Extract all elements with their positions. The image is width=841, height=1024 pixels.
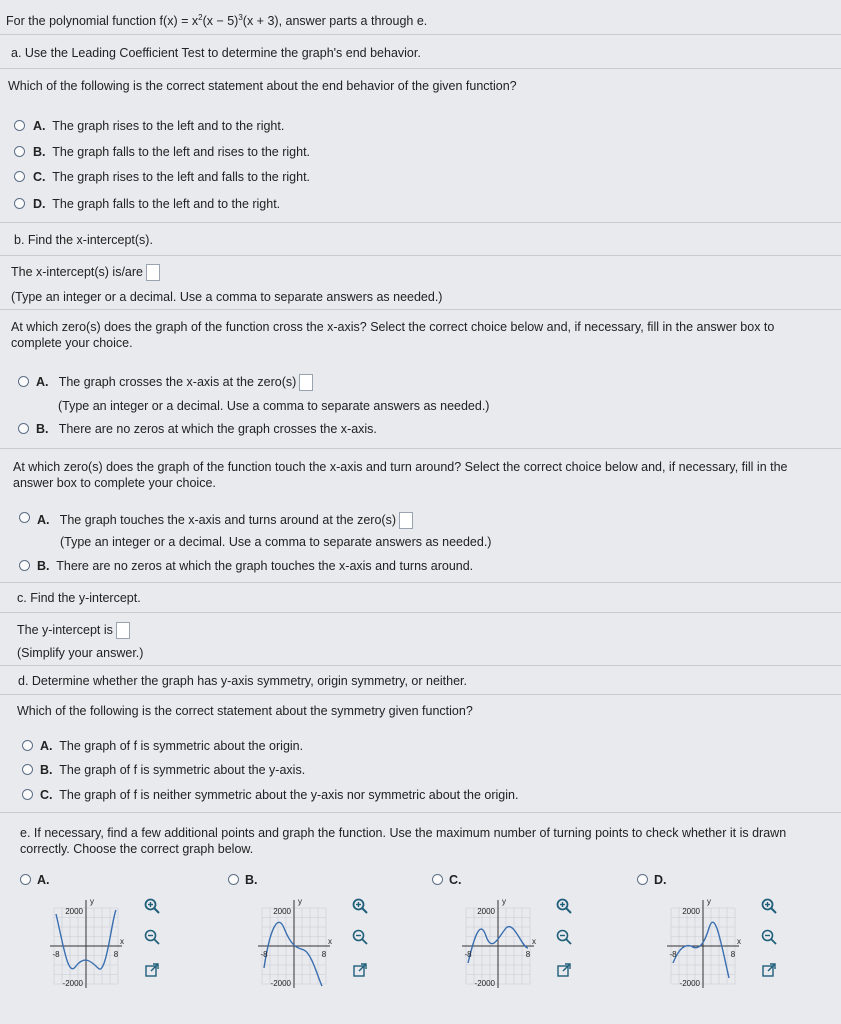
option-text: The graph rises to the left and falls to the right. <box>52 170 311 184</box>
y-intercept-label: The y-intercept is <box>17 623 113 637</box>
x-intercepts-label: The x-intercept(s) is/are <box>11 265 143 279</box>
part-b-instruction: b. Find the x-intercept(s). <box>14 233 153 247</box>
x-left-label: -8 <box>260 950 268 959</box>
divider <box>0 812 841 813</box>
graph-thumbnail[interactable] <box>244 894 340 990</box>
cross-question: At which zero(s) does the graph of the function cross the x-axis? Select the correct choice below and, if necessary, fill in the answer box to complete your choice. <box>11 320 775 350</box>
zoom-in-icon[interactable] <box>761 898 777 914</box>
part-c-instruction: c. Find the y-intercept. <box>17 591 141 605</box>
graph-thumbnail[interactable] <box>653 894 749 990</box>
option-text: There are no zeros at which the graph touches the x-axis and turns around. <box>56 559 474 573</box>
y-bottom-label: -2000 <box>679 979 700 988</box>
divider <box>0 255 841 256</box>
option-letter: B. <box>37 559 50 573</box>
part-a-instruction: a. Use the Leading Coefficient Test to determine the graph's end behavior. <box>11 46 421 60</box>
divider <box>0 612 841 613</box>
radio-button[interactable] <box>20 874 31 885</box>
part-a-question: Which of the following is the correct statement about the end behavior of the given function? <box>8 79 517 93</box>
option-letter: B. <box>245 873 258 887</box>
x-axis-label: x <box>120 937 124 946</box>
x-right-label: 8 <box>525 950 531 959</box>
y-axis-label: y <box>707 897 711 906</box>
option-text: The graph of f is symmetric about the origin. <box>59 739 304 753</box>
option-text: The graph rises to the left and to the right. <box>52 119 285 133</box>
option-text: The graph falls to the left and rises to the right. <box>52 145 311 159</box>
y-axis-label: y <box>298 897 302 906</box>
zoom-in-icon[interactable] <box>144 898 160 914</box>
zoom-out-icon[interactable] <box>144 929 160 945</box>
option-letter: C. <box>33 170 46 184</box>
function-curve <box>264 922 322 986</box>
radio-button[interactable] <box>19 560 30 571</box>
x-intercepts-input[interactable] <box>146 264 160 281</box>
y-bottom-label: -2000 <box>270 979 291 988</box>
y-axis-label: y <box>502 897 506 906</box>
graph-thumbnail[interactable] <box>36 894 132 990</box>
graph-thumbnail[interactable] <box>448 894 544 990</box>
open-in-new-window-icon[interactable] <box>144 962 160 978</box>
exponent-2: 2 <box>198 12 203 22</box>
option-letter: D. <box>33 197 46 211</box>
radio-button[interactable] <box>18 423 29 434</box>
option-letter: C. <box>449 873 462 887</box>
divider <box>0 222 841 223</box>
option-letter: A. <box>40 739 53 753</box>
option-text: The graph crosses the x-axis at the zero(s) <box>58 375 297 389</box>
x-left-label: -8 <box>464 950 472 959</box>
part-d-question: Which of the following is the correct statement about the symmetry given function? <box>17 704 473 718</box>
y-top-label: 2000 <box>65 907 83 916</box>
option-letter: A. <box>36 375 49 389</box>
radio-button[interactable] <box>14 198 25 209</box>
header-mid: (x − 5) <box>202 14 239 28</box>
radio-button[interactable] <box>19 512 30 523</box>
option-text: The graph of f is symmetric about the y-axis. <box>59 763 306 777</box>
y-bottom-label: -2000 <box>62 979 83 988</box>
part-e-instruction: e. If necessary, find a few additional points and graph the function. Use the maximum number of turning points to check whether it is drawn correctly. Choose the correct graph below. <box>20 826 787 856</box>
option-letter: B. <box>33 145 46 159</box>
header-suffix: (x + 3), answer parts a through e. <box>242 14 428 28</box>
touch-question: At which zero(s) does the graph of the function touch the x-axis and turn around? Select the correct choice below and, if necessary, fill in the answer box to complete your choice. <box>13 460 788 490</box>
zoom-in-icon[interactable] <box>352 898 368 914</box>
touch-zeros-input[interactable] <box>399 512 413 529</box>
radio-button[interactable] <box>14 120 25 131</box>
open-in-new-window-icon[interactable] <box>761 962 777 978</box>
option-text: The graph touches the x-axis and turns around at the zero(s) <box>59 513 397 527</box>
radio-button[interactable] <box>22 764 33 775</box>
option-letter: A. <box>33 119 46 133</box>
divider <box>0 34 841 35</box>
part-d-instruction: d. Determine whether the graph has y-axis symmetry, origin symmetry, or neither. <box>18 674 468 688</box>
option-text: The graph of f is neither symmetric about the y-axis nor symmetric about the origin. <box>59 788 519 802</box>
radio-button[interactable] <box>14 146 25 157</box>
y-bottom-label: -2000 <box>474 979 495 988</box>
option-letter: B. <box>36 422 49 436</box>
radio-button[interactable] <box>22 740 33 751</box>
divider <box>0 665 841 666</box>
y-intercept-hint: (Simplify your answer.) <box>17 646 144 660</box>
radio-button[interactable] <box>637 874 648 885</box>
y-axis-label: y <box>90 897 94 906</box>
y-intercept-row <box>17 622 130 639</box>
option-text: The graph falls to the left and to the right. <box>52 197 281 211</box>
option-letter: D. <box>654 873 667 887</box>
y-top-label: 2000 <box>477 907 495 916</box>
x-right-label: 8 <box>113 950 119 959</box>
x-left-label: -8 <box>52 950 60 959</box>
radio-button[interactable] <box>432 874 443 885</box>
radio-button[interactable] <box>22 789 33 800</box>
cross-zeros-input[interactable] <box>299 374 313 391</box>
y-top-label: 2000 <box>682 907 700 916</box>
y-top-label: 2000 <box>273 907 291 916</box>
radio-button[interactable] <box>18 376 29 387</box>
zoom-in-icon[interactable] <box>556 898 572 914</box>
exponent-3: 3 <box>238 12 243 22</box>
option-letter: B. <box>40 763 53 777</box>
y-intercept-input[interactable] <box>116 622 130 639</box>
x-axis-label: x <box>737 937 741 946</box>
zoom-out-icon[interactable] <box>556 929 572 945</box>
problem-statement <box>6 13 427 29</box>
divider <box>0 582 841 583</box>
open-in-new-window-icon[interactable] <box>352 962 368 978</box>
divider <box>0 694 841 695</box>
option-text: There are no zeros at which the graph crosses the x-axis. <box>58 422 377 436</box>
option-hint: (Type an integer or a decimal. Use a comma to separate answers as needed.) <box>60 535 492 549</box>
radio-button[interactable] <box>14 171 25 182</box>
option-hint: (Type an integer or a decimal. Use a comma to separate answers as needed.) <box>58 399 490 413</box>
divider <box>0 448 841 449</box>
divider <box>0 309 841 310</box>
divider <box>0 68 841 69</box>
option-letter: A. <box>37 513 50 527</box>
zoom-out-icon[interactable] <box>761 929 777 945</box>
x-intercepts-row <box>11 264 160 281</box>
x-right-label: 8 <box>321 950 327 959</box>
x-axis-label: x <box>328 937 332 946</box>
zoom-out-icon[interactable] <box>352 929 368 945</box>
open-in-new-window-icon[interactable] <box>556 962 572 978</box>
x-axis-label: x <box>532 937 536 946</box>
function-curve <box>673 922 729 978</box>
radio-button[interactable] <box>228 874 239 885</box>
x-right-label: 8 <box>730 950 736 959</box>
option-letter: A. <box>37 873 50 887</box>
option-letter: C. <box>40 788 53 802</box>
header-prefix: For the polynomial function f(x) = x <box>6 14 199 28</box>
x-left-label: -8 <box>669 950 677 959</box>
x-intercepts-hint: (Type an integer or a decimal. Use a comma to separate answers as needed.) <box>11 290 443 304</box>
